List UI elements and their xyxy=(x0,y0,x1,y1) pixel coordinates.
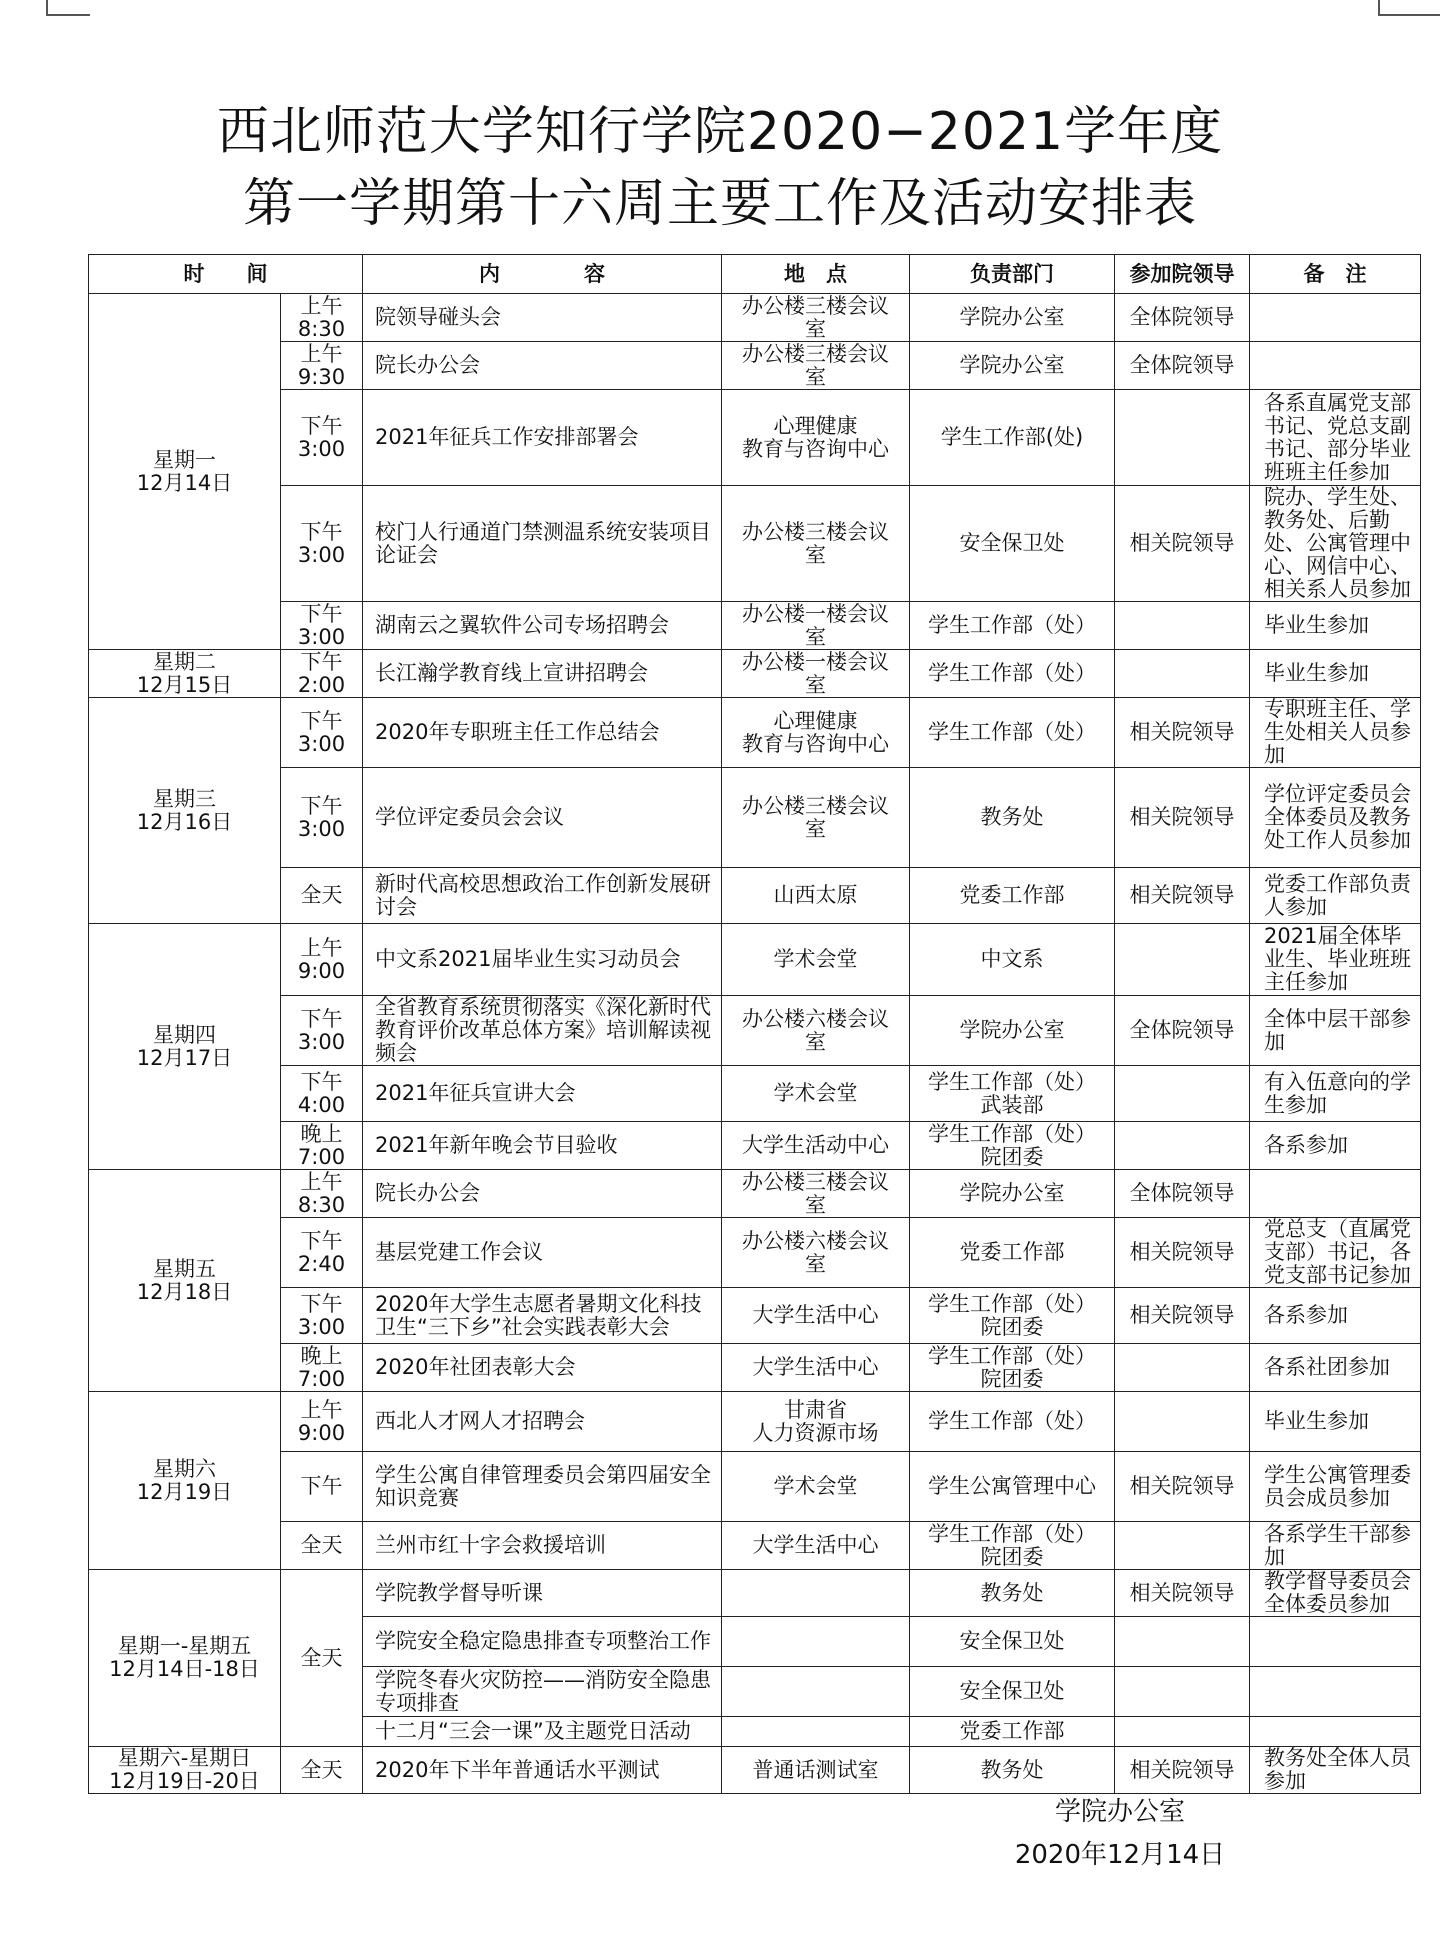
content-cell: 中文系2021届毕业生实习动员会 xyxy=(363,924,722,996)
content-cell: 2020年大学生志愿者暑期文化科技卫生“三下乡”社会实践表彰大会 xyxy=(363,1288,722,1344)
dept-cell: 学生工作部（处） 院团委 xyxy=(910,1344,1115,1392)
time-cell: 下午 2:40 xyxy=(281,1218,363,1288)
dept-cell: 教务处 xyxy=(910,768,1115,868)
day-cell: 星期四 12月17日 xyxy=(89,924,281,1170)
content-cell: 2020年社团表彰大会 xyxy=(363,1344,722,1392)
place-cell: 办公楼三楼会议 室 xyxy=(722,486,910,602)
time-cell: 上午 8:30 xyxy=(281,1170,363,1218)
note-cell: 各系学生干部参加 xyxy=(1250,1522,1421,1570)
table-row xyxy=(89,924,1421,996)
table-row xyxy=(89,1522,1421,1570)
leader-cell xyxy=(1115,1344,1250,1392)
content-cell: 2020年专职班主任工作总结会 xyxy=(363,698,722,768)
leader-cell: 全体院领导 xyxy=(1115,996,1250,1066)
place-cell: 办公楼六楼会议 室 xyxy=(722,996,910,1066)
time-cell: 全天 xyxy=(281,1570,363,1747)
content-cell: 院长办公会 xyxy=(363,342,722,390)
note-cell xyxy=(1250,294,1421,342)
place-cell: 办公楼一楼会议 室 xyxy=(722,650,910,698)
header-note: 备 注 xyxy=(1250,255,1421,294)
place-cell xyxy=(722,1717,910,1747)
place-cell: 大学生活中心 xyxy=(722,1344,910,1392)
leader-cell: 相关院领导 xyxy=(1115,768,1250,868)
table-row xyxy=(89,1747,1421,1794)
table-row xyxy=(89,1392,1421,1452)
header-leader: 参加院领导 xyxy=(1115,255,1250,294)
header-content: 内 容 xyxy=(363,255,722,294)
time-cell: 下午 4:00 xyxy=(281,1066,363,1122)
leader-cell: 相关院领导 xyxy=(1115,1570,1250,1617)
note-cell: 教学督导委员会全体委员参加 xyxy=(1250,1570,1421,1617)
dept-cell: 教务处 xyxy=(910,1747,1115,1794)
leader-cell xyxy=(1115,650,1250,698)
note-cell: 各系参加 xyxy=(1250,1288,1421,1344)
leader-cell: 相关院领导 xyxy=(1115,1747,1250,1794)
leader-cell xyxy=(1115,1066,1250,1122)
dept-cell: 学生工作部（处） 院团委 xyxy=(910,1288,1115,1344)
note-cell: 各系社团参加 xyxy=(1250,1344,1421,1392)
content-cell: 学院教学督导听课 xyxy=(363,1570,722,1617)
dept-cell: 学院办公室 xyxy=(910,996,1115,1066)
leader-cell: 全体院领导 xyxy=(1115,294,1250,342)
dept-cell: 学院办公室 xyxy=(910,294,1115,342)
note-cell xyxy=(1250,1170,1421,1218)
time-cell: 上午 8:30 xyxy=(281,294,363,342)
note-cell xyxy=(1250,342,1421,390)
note-cell: 全体中层干部参加 xyxy=(1250,996,1421,1066)
leader-cell xyxy=(1115,924,1250,996)
time-cell: 全天 xyxy=(281,1747,363,1794)
note-cell xyxy=(1250,1717,1421,1747)
table-row xyxy=(89,1344,1421,1392)
day-cell: 星期一 12月14日 xyxy=(89,294,281,650)
place-cell: 心理健康 教育与咨询中心 xyxy=(722,390,910,486)
place-cell: 普通话测试室 xyxy=(722,1747,910,1794)
time-cell: 晚上 7:00 xyxy=(281,1344,363,1392)
header-time: 时 间 xyxy=(89,255,363,294)
dept-cell: 学生工作部(处) xyxy=(910,390,1115,486)
day-cell: 星期五 12月18日 xyxy=(89,1170,281,1392)
time-cell: 上午 9:00 xyxy=(281,1392,363,1452)
leader-cell: 全体院领导 xyxy=(1115,342,1250,390)
page-title-line1: 西北师范大学知行学院2020−2021学年度 xyxy=(216,102,1224,162)
table-row xyxy=(89,698,1421,768)
content-cell: 新时代高校思想政治工作创新发展研讨会 xyxy=(363,868,722,924)
dept-cell: 党委工作部 xyxy=(910,1218,1115,1288)
place-cell xyxy=(722,1617,910,1667)
header-place: 地 点 xyxy=(722,255,910,294)
time-cell: 下午 3:00 xyxy=(281,996,363,1066)
day-cell: 星期六-星期日 12月19日-20日 xyxy=(89,1747,281,1794)
place-cell: 办公楼一楼会议 室 xyxy=(722,602,910,650)
place-cell: 山西太原 xyxy=(722,868,910,924)
leader-cell xyxy=(1115,1522,1250,1570)
day-cell: 星期一-星期五 12月14日-18日 xyxy=(89,1570,281,1747)
content-cell: 全省教育系统贯彻落实《深化新时代教育评价改革总体方案》培训解读视频会 xyxy=(363,996,722,1066)
dept-cell: 学生工作部（处） 武装部 xyxy=(910,1066,1115,1122)
leader-cell xyxy=(1115,1122,1250,1170)
content-cell: 西北人才网人才招聘会 xyxy=(363,1392,722,1452)
table-row xyxy=(89,390,1421,486)
day-cell: 星期二 12月15日 xyxy=(89,650,281,698)
dept-cell: 党委工作部 xyxy=(910,1717,1115,1747)
table-row xyxy=(89,342,1421,390)
note-cell: 院办、学生处、教务处、后勤处、公寓管理中心、网信中心、相关系人员参加 xyxy=(1250,486,1421,602)
note-cell: 党委工作部负责人参加 xyxy=(1250,868,1421,924)
note-cell: 各系参加 xyxy=(1250,1122,1421,1170)
table-row xyxy=(89,294,1421,342)
signature-date: 2020年12月14日 xyxy=(1014,1840,1226,1870)
time-cell: 全天 xyxy=(281,1522,363,1570)
note-cell xyxy=(1250,1617,1421,1667)
dept-cell: 学生工作部（处） xyxy=(910,650,1115,698)
header-row xyxy=(89,255,1421,294)
content-cell: 基层党建工作会议 xyxy=(363,1218,722,1288)
leader-cell: 相关院领导 xyxy=(1115,1218,1250,1288)
time-cell: 全天 xyxy=(281,868,363,924)
dept-cell: 学生工作部（处） xyxy=(910,1392,1115,1452)
note-cell xyxy=(1250,1667,1421,1717)
table-row xyxy=(89,1122,1421,1170)
time-cell: 上午 9:00 xyxy=(281,924,363,996)
dept-cell: 安全保卫处 xyxy=(910,1617,1115,1667)
place-cell: 学术会堂 xyxy=(722,1066,910,1122)
leader-cell xyxy=(1115,1617,1250,1667)
note-cell: 教务处全体人员参加 xyxy=(1250,1747,1421,1794)
time-cell: 下午 3:00 xyxy=(281,768,363,868)
signature-office: 学院办公室 xyxy=(1054,1797,1185,1827)
dept-cell: 教务处 xyxy=(910,1570,1115,1617)
note-cell: 毕业生参加 xyxy=(1250,602,1421,650)
time-cell: 下午 3:00 xyxy=(281,486,363,602)
dept-cell: 学生公寓管理中心 xyxy=(910,1452,1115,1522)
leader-cell xyxy=(1115,1717,1250,1747)
page-title-line2: 第一学期第十六周主要工作及活动安排表 xyxy=(242,174,1197,234)
dept-cell: 学院办公室 xyxy=(910,342,1115,390)
dept-cell: 学院办公室 xyxy=(910,1170,1115,1218)
place-cell: 学术会堂 xyxy=(722,924,910,996)
leader-cell: 全体院领导 xyxy=(1115,1170,1250,1218)
note-cell: 各系直属党支部书记、党总支副书记、部分毕业班班主任参加 xyxy=(1250,390,1421,486)
table-row xyxy=(89,768,1421,868)
crop-mark-right xyxy=(1378,0,1440,16)
place-cell: 学术会堂 xyxy=(722,1452,910,1522)
note-cell: 有入伍意向的学生参加 xyxy=(1250,1066,1421,1122)
table-row xyxy=(89,486,1421,602)
content-cell: 兰州市红十字会救援培训 xyxy=(363,1522,722,1570)
content-cell: 长江瀚学教育线上宣讲招聘会 xyxy=(363,650,722,698)
day-cell: 星期三 12月16日 xyxy=(89,698,281,924)
place-cell: 办公楼三楼会议 室 xyxy=(722,294,910,342)
time-cell: 下午 3:00 xyxy=(281,602,363,650)
place-cell: 心理健康 教育与咨询中心 xyxy=(722,698,910,768)
schedule-table xyxy=(88,254,1421,1794)
content-cell: 2021年征兵工作安排部署会 xyxy=(363,390,722,486)
note-cell: 毕业生参加 xyxy=(1250,650,1421,698)
content-cell: 学院冬春火灾防控——消防安全隐患专项排查 xyxy=(363,1667,722,1717)
content-cell: 2021年新年晚会节目验收 xyxy=(363,1122,722,1170)
dept-cell: 中文系 xyxy=(910,924,1115,996)
time-cell: 下午 2:00 xyxy=(281,650,363,698)
time-cell: 晚上 7:00 xyxy=(281,1122,363,1170)
time-cell: 下午 3:00 xyxy=(281,698,363,768)
place-cell: 办公楼三楼会议 室 xyxy=(722,1170,910,1218)
content-cell: 校门人行通道门禁测温系统安装项目论证会 xyxy=(363,486,722,602)
place-cell: 办公楼三楼会议 室 xyxy=(722,768,910,868)
table-row xyxy=(89,650,1421,698)
leader-cell: 相关院领导 xyxy=(1115,1452,1250,1522)
note-cell: 专职班主任、学生处相关人员参加 xyxy=(1250,698,1421,768)
table-row xyxy=(89,868,1421,924)
schedule-body xyxy=(89,294,1421,1794)
dept-cell: 学生工作部（处） 院团委 xyxy=(910,1122,1115,1170)
leader-cell: 相关院领导 xyxy=(1115,1288,1250,1344)
content-cell: 院领导碰头会 xyxy=(363,294,722,342)
day-cell: 星期六 12月19日 xyxy=(89,1392,281,1570)
place-cell: 大学生活中心 xyxy=(722,1288,910,1344)
note-cell: 2021届全体毕业生、毕业班班主任参加 xyxy=(1250,924,1421,996)
table-row xyxy=(89,1288,1421,1344)
header-dept: 负责部门 xyxy=(910,255,1115,294)
dept-cell: 学生工作部（处） 院团委 xyxy=(910,1522,1115,1570)
leader-cell: 相关院领导 xyxy=(1115,698,1250,768)
time-cell: 下午 3:00 xyxy=(281,390,363,486)
table-row xyxy=(89,1218,1421,1288)
note-cell: 毕业生参加 xyxy=(1250,1392,1421,1452)
content-cell: 学生公寓自律管理委员会第四届安全知识竞赛 xyxy=(363,1452,722,1522)
content-cell: 院长办公会 xyxy=(363,1170,722,1218)
note-cell: 党总支（直属党支部）书记，各党支部书记参加 xyxy=(1250,1218,1421,1288)
dept-cell: 党委工作部 xyxy=(910,868,1115,924)
content-cell: 湖南云之翼软件公司专场招聘会 xyxy=(363,602,722,650)
leader-cell xyxy=(1115,390,1250,486)
leader-cell xyxy=(1115,1392,1250,1452)
content-cell: 2020年下半年普通话水平测试 xyxy=(363,1747,722,1794)
dept-cell: 安全保卫处 xyxy=(910,1667,1115,1717)
content-cell: 2021年征兵宣讲大会 xyxy=(363,1066,722,1122)
time-cell: 下午 3:00 xyxy=(281,1288,363,1344)
note-cell: 学生公寓管理委员会成员参加 xyxy=(1250,1452,1421,1522)
place-cell xyxy=(722,1570,910,1617)
place-cell: 大学生活动中心 xyxy=(722,1122,910,1170)
place-cell xyxy=(722,1667,910,1717)
place-cell: 甘肃省 人力资源市场 xyxy=(722,1392,910,1452)
content-cell: 学院安全稳定隐患排查专项整治工作 xyxy=(363,1617,722,1667)
table-row xyxy=(89,1452,1421,1522)
place-cell: 办公楼三楼会议 室 xyxy=(722,342,910,390)
dept-cell: 安全保卫处 xyxy=(910,486,1115,602)
leader-cell: 相关院领导 xyxy=(1115,486,1250,602)
time-cell: 下午 xyxy=(281,1452,363,1522)
leader-cell xyxy=(1115,1667,1250,1717)
crop-mark-left xyxy=(46,0,90,16)
time-cell: 上午 9:30 xyxy=(281,342,363,390)
content-cell: 十二月“三会一课”及主题党日活动 xyxy=(363,1717,722,1747)
dept-cell: 学生工作部（处） xyxy=(910,602,1115,650)
table-row xyxy=(89,1170,1421,1218)
dept-cell: 学生工作部（处） xyxy=(910,698,1115,768)
leader-cell: 相关院领导 xyxy=(1115,868,1250,924)
place-cell: 办公楼六楼会议 室 xyxy=(722,1218,910,1288)
table-row xyxy=(89,1570,1421,1617)
content-cell: 学位评定委员会会议 xyxy=(363,768,722,868)
leader-cell xyxy=(1115,602,1250,650)
note-cell: 学位评定委员会全体委员及教务处工作人员参加 xyxy=(1250,768,1421,868)
table-row xyxy=(89,602,1421,650)
place-cell: 大学生活中心 xyxy=(722,1522,910,1570)
table-row xyxy=(89,1066,1421,1122)
table-row xyxy=(89,996,1421,1066)
